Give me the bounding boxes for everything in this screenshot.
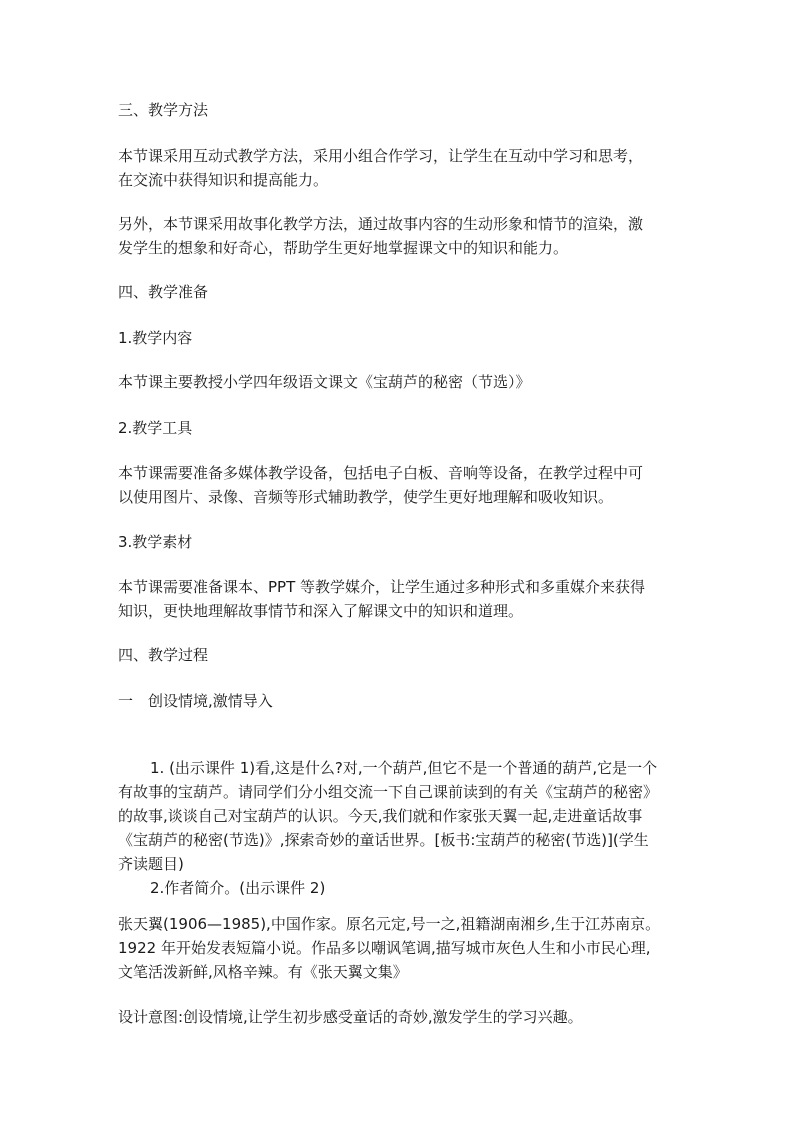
- paragraph-line: 本节课需要准备课本、PPT 等教学媒介，让学生通过多种形式和多重媒介来获得: [118, 578, 646, 596]
- paragraph-line: 文笔活泼新鲜,风格辛辣。有《张天翼文集》: [118, 963, 408, 981]
- paragraph-line: 在交流中获得知识和提高能力。: [118, 171, 329, 189]
- paragraph-line: 本节课主要教授小学四年级语文课文《宝葫芦的秘密（节选）》: [118, 373, 531, 391]
- paragraph-line: 1922 年开始发表短篇小说。作品多以嘲讽笔调,描写城市灰色人生和小市民心理,: [118, 939, 651, 957]
- paragraph-line: 齐读题目): [118, 855, 184, 873]
- paragraph-line: 另外，本节课采用故事化教学方法，通过故事内容的生动形象和情节的渲染，激: [118, 215, 644, 233]
- subheading-teaching-tools: 2.教学工具: [118, 419, 193, 437]
- paragraph-line: 张天翼(1906—1985),中国作家。原名元定,号一之,祖籍湖南湘乡,生于江苏南京。: [118, 915, 661, 933]
- subheading-teaching-materials: 3.教学素材: [118, 533, 193, 551]
- paragraph-line: 本节课采用互动式教学方法，采用小组合作学习，让学生在互动中学习和思考，: [118, 147, 644, 165]
- paragraph-line: 本节课需要准备多媒体教学设备，包括电子白板、音响等设备，在教学过程中可: [118, 464, 644, 482]
- paragraph-line: 以使用图片、录像、音频等形式辅助教学，使学生更好地理解和吸收知识。: [118, 488, 614, 506]
- subheading-author-intro: 2.作者简介。(出示课件 2): [150, 879, 326, 897]
- paragraph-line: 发学生的想象和好奇心，帮助学生更好地掌握课文中的知识和能力。: [118, 239, 569, 257]
- subheading-create-situation: 一 创设情境,激情导入: [118, 692, 273, 710]
- subheading-teaching-content: 1.教学内容: [118, 329, 193, 347]
- design-intent-line: 设计意图:创设情境,让学生初步感受童话的奇妙,激发学生的学习兴趣。: [118, 1008, 583, 1026]
- heading-teaching-preparation: 四、教学准备: [118, 283, 209, 301]
- heading-teaching-process: 四、教学过程: [118, 646, 209, 664]
- paragraph-line: 《宝葫芦的秘密(节选)》,探索奇妙的童话世界。[板书:宝葫芦的秘密(节选)](学生: [118, 831, 649, 849]
- paragraph-line: 有故事的宝葫芦。请同学们分小组交流一下自己课前读到的有关《宝葫芦的秘密》: [118, 783, 659, 801]
- paragraph-line: 知识，更快地理解故事情节和深入了解课文中的知识和道理。: [118, 602, 524, 620]
- heading-teaching-methods: 三、教学方法: [118, 101, 209, 119]
- paragraph-line: 的故事,谈谈自己对宝葫芦的认识。今天,我们就和作家张天翼一起,走进童话故事: [118, 807, 643, 825]
- paragraph-line: 1. (出示课件 1)看,这是什么?对,一个葫芦,但它不是一个普通的葫芦,它是一个: [150, 759, 658, 777]
